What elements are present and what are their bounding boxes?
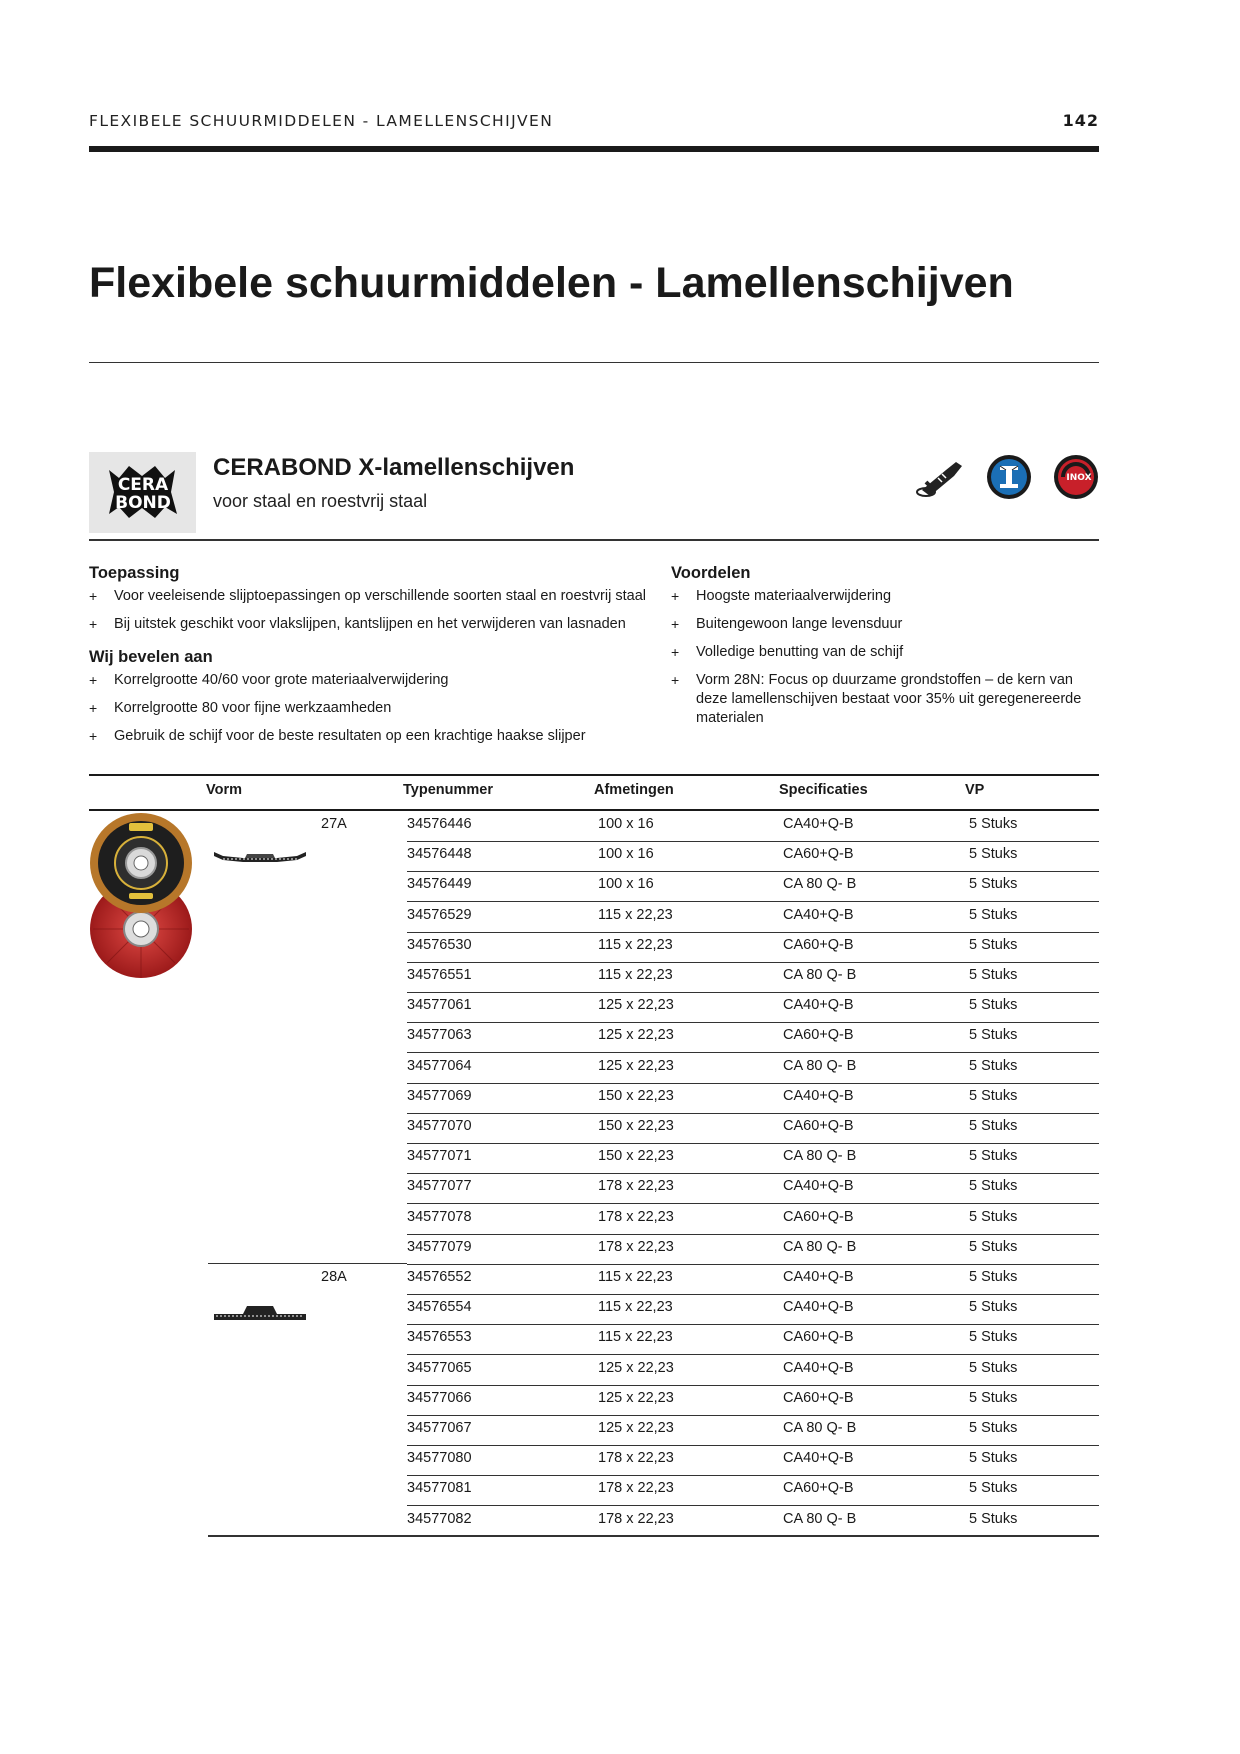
afmetingen-cell: 115 x 22,23 — [598, 1299, 673, 1316]
afmetingen-cell: 178 x 22,23 — [598, 1510, 674, 1527]
vp-cell: 5 Stuks — [969, 1057, 1018, 1074]
table-row — [407, 1355, 1099, 1386]
afmetingen-cell: 125 x 22,23 — [598, 997, 674, 1014]
table-row — [407, 1324, 1099, 1355]
running-head: FLEXIBELE SCHUURMIDDELEN - LAMELLENSCHIJVEN — [89, 112, 554, 130]
plus-icon: + — [671, 588, 680, 604]
vp-cell: 5 Stuks — [969, 906, 1018, 923]
vp-cell: 5 Stuks — [969, 1299, 1018, 1316]
specificaties-cell: CA 80 Q- B — [783, 1057, 857, 1074]
header-specificaties: Specificaties — [779, 782, 868, 798]
specificaties-cell: CA60+Q-B — [783, 1118, 854, 1134]
table-row — [407, 932, 1099, 963]
vp-cell: 5 Stuks — [969, 1510, 1018, 1527]
table-row — [407, 902, 1099, 933]
specificaties-cell: CA60+Q-B — [783, 936, 854, 953]
vp-cell: 5 Stuks — [969, 967, 1018, 983]
plus-icon: + — [89, 700, 98, 716]
product-subtitle: voor staal en roestvrij staal — [213, 491, 428, 511]
typenummer-cell: 34576448 — [407, 846, 472, 863]
typenummer-cell: 34577064 — [407, 1057, 472, 1074]
plus-icon: + — [89, 728, 98, 744]
specificaties-cell: CA40+Q-B — [783, 816, 854, 832]
table-row — [407, 1204, 1099, 1235]
header-typenummer: Typenummer — [403, 782, 493, 798]
typenummer-cell: 34577079 — [407, 1238, 472, 1255]
vp-cell: 5 Stuks — [969, 1389, 1018, 1406]
typenummer-cell: 34576530 — [407, 936, 472, 953]
table-row — [407, 1053, 1099, 1084]
table-row — [407, 841, 1099, 872]
table-row — [407, 1385, 1099, 1416]
header-vp: VP — [965, 782, 985, 798]
table-row — [407, 1022, 1099, 1053]
product-divider — [89, 539, 1099, 541]
afmetingen-cell: 150 x 22,23 — [598, 1148, 674, 1165]
typenummer-cell: 34576449 — [407, 876, 472, 893]
table-row — [407, 1445, 1099, 1476]
vp-cell: 5 Stuks — [969, 1148, 1018, 1165]
vp-cell: 5 Stuks — [969, 1269, 1018, 1285]
specificaties-cell: CA 80 Q- B — [783, 1238, 857, 1255]
typenummer-cell: 34576552 — [407, 1269, 472, 1285]
list-item: + Bij uitstek geschikt voor vlakslijpen, kantslijpen en het verwijderen van lasnaden — [89, 616, 626, 632]
afmetingen-cell: 125 x 22,23 — [598, 1057, 674, 1074]
plus-icon: + — [89, 672, 98, 688]
afmetingen-cell: 100 x 16 — [598, 816, 654, 832]
list-item: + Korrelgrootte 40/60 voor grote materiaalverwijdering — [89, 672, 449, 688]
title-divider — [89, 362, 1099, 363]
aanbevolen-list — [89, 671, 669, 746]
table-row — [407, 1264, 1099, 1295]
typenummer-cell: 34577067 — [407, 1420, 472, 1436]
table-row — [407, 1083, 1099, 1114]
specificaties-cell: CA60+Q-B — [783, 1329, 854, 1346]
vp-cell: 5 Stuks — [969, 846, 1018, 863]
specificaties-cell: CA40+Q-B — [783, 906, 854, 923]
specificaties-cell: CA 80 Q- B — [783, 1510, 857, 1527]
vorm-label: 28A — [321, 1269, 347, 1285]
afmetingen-cell: 178 x 22,23 — [598, 1450, 674, 1467]
disc-shape-28a-icon — [213, 1300, 307, 1329]
vp-cell: 5 Stuks — [969, 1420, 1018, 1436]
specificaties-cell: CA 80 Q- B — [783, 967, 857, 983]
typenummer-cell: 34577077 — [407, 1178, 472, 1195]
plus-icon: + — [89, 616, 98, 632]
typenummer-cell: 34577063 — [407, 1027, 472, 1044]
typenummer-cell: 34577080 — [407, 1450, 472, 1467]
afmetingen-cell: 100 x 16 — [598, 876, 654, 893]
typenummer-cell: 34576446 — [407, 816, 472, 832]
inox-label: INOX — [1066, 473, 1092, 483]
afmetingen-cell: 178 x 22,23 — [598, 1178, 674, 1195]
angle-grinder-icon — [916, 456, 964, 500]
typenummer-cell: 34577070 — [407, 1118, 472, 1134]
specificaties-cell: CA60+Q-B — [783, 846, 854, 863]
vp-cell: 5 Stuks — [969, 1027, 1018, 1044]
aanbevolen-heading: Wij bevelen aan — [89, 648, 213, 666]
specificaties-cell: CA 80 Q- B — [783, 876, 857, 893]
typenummer-cell: 34577071 — [407, 1148, 472, 1165]
vp-cell: 5 Stuks — [969, 876, 1018, 893]
vp-cell: 5 Stuks — [969, 1450, 1018, 1467]
vp-cell: 5 Stuks — [969, 1329, 1018, 1346]
product-name: CERABOND X-lamellenschijven — [213, 454, 575, 481]
page-title: Flexibele schuurmiddelen - Lamellenschijven — [89, 259, 1014, 307]
page-number: 142 — [1062, 111, 1099, 130]
vp-cell: 5 Stuks — [969, 1238, 1018, 1255]
typenummer-cell: 34577078 — [407, 1208, 472, 1225]
specificaties-cell: CA40+Q-B — [783, 1087, 854, 1104]
afmetingen-cell: 125 x 22,23 — [598, 1027, 674, 1044]
list-item: + Korrelgrootte 80 voor fijne werkzaamheden — [89, 700, 392, 716]
vorm-label: 27A — [321, 816, 347, 832]
group-divider — [208, 1263, 407, 1264]
vp-cell: 5 Stuks — [969, 1359, 1018, 1376]
toepassing-list — [89, 587, 669, 634]
plus-icon: + — [89, 588, 98, 604]
vp-cell: 5 Stuks — [969, 1208, 1018, 1225]
list-item: + Buitengewoon lange levensduur — [671, 616, 903, 632]
disc-shape-27a-icon — [213, 846, 307, 873]
product-header — [89, 452, 1099, 534]
list-item: + Vorm 28N: Focus op duurzame grondstoffen – de kern van deze lamellenschijven bestaat voor 35% uit geregenereerde materialen — [671, 672, 1082, 726]
header-vorm: Vorm — [206, 782, 242, 798]
table-row — [407, 1475, 1099, 1506]
voordelen-heading: Voordelen — [671, 564, 751, 582]
vp-cell: 5 Stuks — [969, 1118, 1018, 1134]
table-row — [407, 1113, 1099, 1144]
specificaties-cell: CA60+Q-B — [783, 1027, 854, 1044]
right-column — [671, 563, 1099, 737]
afmetingen-cell: 178 x 22,23 — [598, 1208, 674, 1225]
afmetingen-cell: 150 x 22,23 — [598, 1118, 674, 1134]
table-bottom-rule — [208, 1535, 1099, 1537]
table-row — [407, 811, 1099, 842]
table-row — [407, 1415, 1099, 1446]
typenummer-cell: 34577061 — [407, 997, 472, 1014]
table-row — [407, 1234, 1099, 1265]
afmetingen-cell: 178 x 22,23 — [598, 1238, 674, 1255]
vp-cell: 5 Stuks — [969, 936, 1018, 953]
table-row — [407, 871, 1099, 902]
table-header — [89, 774, 1099, 811]
afmetingen-cell: 150 x 22,23 — [598, 1087, 674, 1104]
logo-line2: BOND — [115, 493, 171, 513]
afmetingen-cell: 125 x 22,23 — [598, 1420, 674, 1436]
left-column — [89, 563, 669, 755]
steel-beam-icon — [986, 454, 1032, 500]
vp-cell: 5 Stuks — [969, 1087, 1018, 1104]
table-row — [407, 1173, 1099, 1204]
header-rule — [89, 146, 1099, 152]
afmetingen-cell: 178 x 22,23 — [598, 1480, 674, 1497]
table-row — [407, 962, 1099, 993]
afmetingen-cell: 125 x 22,23 — [598, 1359, 674, 1376]
plus-icon: + — [671, 644, 680, 660]
specificaties-cell: CA40+Q-B — [783, 1269, 854, 1285]
specificaties-cell: CA60+Q-B — [783, 1480, 854, 1497]
typenummer-cell: 34576554 — [407, 1299, 472, 1316]
list-item: + Gebruik de schijf voor de beste resultaten op een krachtige haakse slijper — [89, 728, 586, 744]
inox-icon — [1053, 454, 1099, 500]
afmetingen-cell: 115 x 22,23 — [598, 1269, 673, 1285]
specificaties-cell: CA40+Q-B — [783, 1450, 854, 1467]
logo-line1: CERA — [117, 475, 169, 495]
specificaties-cell: CA 80 Q- B — [783, 1420, 857, 1436]
table-row — [407, 1143, 1099, 1174]
afmetingen-cell: 125 x 22,23 — [598, 1389, 674, 1406]
specificaties-cell: CA40+Q-B — [783, 997, 854, 1014]
table-row — [407, 1294, 1099, 1325]
list-item: + Volledige benutting van de schijf — [671, 644, 904, 660]
list-item: + Hoogste materiaalverwijdering — [671, 588, 892, 604]
vp-cell: 5 Stuks — [969, 997, 1018, 1014]
specificaties-cell: CA 80 Q- B — [783, 1148, 857, 1165]
typenummer-cell: 34577065 — [407, 1359, 472, 1376]
afmetingen-cell: 115 x 22,23 — [598, 1329, 673, 1346]
list-item: + Voor veeleisende slijptoepassingen op verschillende soorten staal en roestvrij staal — [89, 588, 646, 604]
typenummer-cell: 34577081 — [407, 1480, 472, 1497]
table-row — [407, 992, 1099, 1023]
afmetingen-cell: 115 x 22,23 — [598, 906, 673, 923]
specificaties-cell: CA40+Q-B — [783, 1299, 854, 1316]
table-row — [407, 1506, 1099, 1537]
cerabond-logo — [89, 452, 196, 533]
voordelen-list — [671, 587, 1099, 728]
plus-icon: + — [671, 672, 680, 688]
plus-icon: + — [671, 616, 680, 632]
header-afmetingen: Afmetingen — [594, 782, 674, 798]
afmetingen-cell: 115 x 22,23 — [598, 936, 673, 953]
specificaties-cell: CA60+Q-B — [783, 1208, 854, 1225]
page-header — [89, 112, 1099, 134]
typenummer-cell: 34577066 — [407, 1389, 472, 1406]
product-photo — [89, 811, 193, 981]
typenummer-cell: 34576529 — [407, 906, 472, 923]
afmetingen-cell: 115 x 22,23 — [598, 967, 673, 983]
vp-cell: 5 Stuks — [969, 1480, 1018, 1497]
typenummer-cell: 34577069 — [407, 1087, 472, 1104]
toepassing-heading: Toepassing — [89, 564, 180, 582]
specificaties-cell: CA60+Q-B — [783, 1389, 854, 1406]
afmetingen-cell: 100 x 16 — [598, 846, 654, 863]
typenummer-cell: 34576553 — [407, 1329, 472, 1346]
vp-cell: 5 Stuks — [969, 816, 1018, 832]
specificaties-cell: CA40+Q-B — [783, 1359, 854, 1376]
vp-cell: 5 Stuks — [969, 1178, 1018, 1195]
typenummer-cell: 34577082 — [407, 1510, 472, 1527]
typenummer-cell: 34576551 — [407, 967, 472, 983]
specificaties-cell: CA40+Q-B — [783, 1178, 854, 1195]
